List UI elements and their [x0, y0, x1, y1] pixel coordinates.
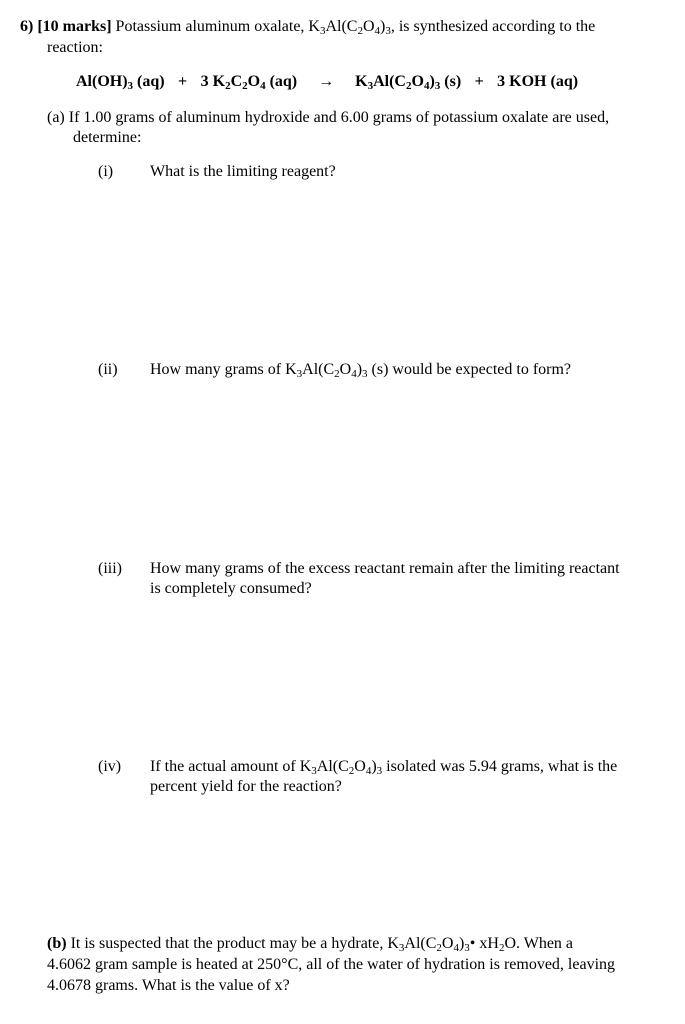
part-b-label: (b) [47, 935, 67, 952]
sub-ii-label: (ii) [98, 361, 118, 378]
sub-ii-text: How many grams of $K_3Al(C_2O_4)_3$ (s) would be expected to form? [150, 361, 572, 380]
reaction-arrow: → [318, 73, 335, 90]
sub-i-label: (i) [98, 163, 114, 180]
part-a-label: (a) [47, 109, 65, 126]
sub-iii-label: (iii) [98, 560, 122, 577]
question-intro-line2: reaction: [47, 39, 103, 56]
reactant-1: $Al(OH)_3$ (aq) [76, 73, 165, 92]
product-2: 3 KOH (aq) [497, 73, 579, 90]
product-1: $K_3Al(C_2O_4)_3$ (s) [355, 73, 462, 92]
question-intro: Potassium aluminum oxalate, K [115, 18, 320, 35]
sub-iii-line2: is completely consumed? [150, 580, 312, 597]
question-number: 6) [20, 18, 34, 35]
part-a-line2: determine: [73, 129, 142, 146]
sub-iii-line1: How many grams of the excess reactant remain after the limiting reactant [150, 560, 620, 577]
plus-sign: + [178, 73, 188, 90]
sub-i-text: What is the limiting reagent? [150, 163, 336, 180]
question-marks: [10 marks] [37, 18, 112, 35]
question-header: 6) [10 marks] Potassium aluminum oxalate, $K_3Al(C_2O_4)_3$, is synthesized according to the [20, 18, 596, 37]
sub-iv-line2: percent yield for the reaction? [150, 778, 342, 795]
reactant-2: 3 $K_2C_2O_4$ (aq) [200, 73, 298, 92]
reaction-equation [76, 72, 578, 92]
part-b-line1: (b) It is suspected that the product may be a hydrate, $K_3Al(C_2O_4)_3•$ $xH_2O$. When a [47, 935, 574, 954]
sub-iv-label: (iv) [98, 758, 122, 775]
part-a-line1: (a) If 1.00 grams of aluminum hydroxide and 6.00 grams of potassium oxalate are used, [47, 109, 610, 126]
plus-sign-2: + [474, 73, 484, 90]
part-b-line3: 4.0678 grams. What is the value of x? [47, 977, 290, 994]
sub-iv-line1: If the actual amount of $K_3Al(C_2O_4)_3$ isolated was 5.94 grams, what is the [150, 758, 618, 777]
part-b-line2: 4.6062 gram sample is heated at 250°C, all of the water of hydration is removed, leaving [47, 956, 616, 973]
